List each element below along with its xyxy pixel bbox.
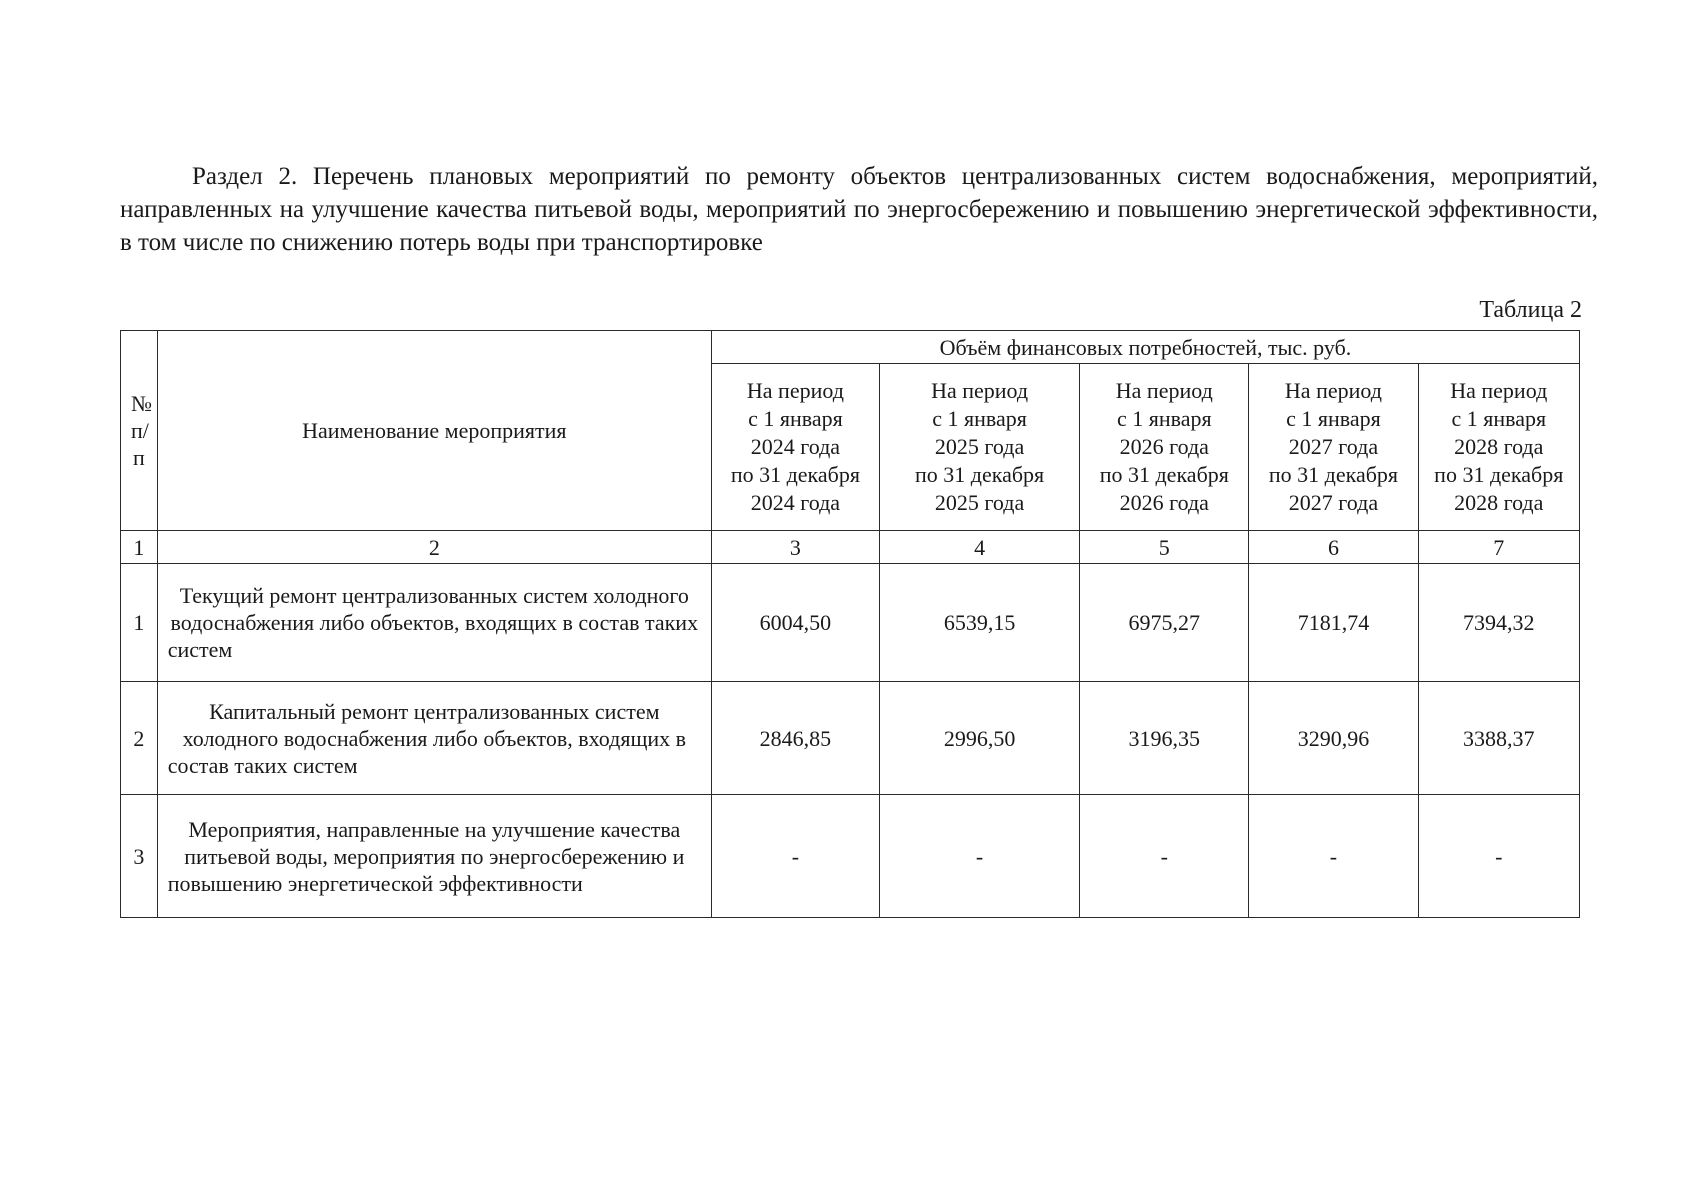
row-value-2025: -	[879, 795, 1079, 918]
row-value-2025: 6539,15	[879, 564, 1079, 682]
row-activity-name: Мероприятия, направленные на улучшение качества питьевой воды, мероприятия по энергосбережению и повышению энергетической эффективности	[157, 795, 711, 918]
table-row	[121, 682, 1580, 795]
header-period-2027	[1249, 364, 1418, 531]
row-number: 1	[121, 564, 158, 682]
period-line: 2027 года	[1288, 490, 1379, 515]
row-value-2024: 2846,85	[711, 682, 879, 795]
row-activity-name: Текущий ремонт централизованных систем холодного водоснабжения либо объектов, входящих в состав таких систем	[157, 564, 711, 682]
column-index-cell: 4	[879, 531, 1079, 564]
header-period-2028	[1418, 364, 1579, 531]
column-index-cell: 5	[1080, 531, 1249, 564]
header-financial-group: Объём финансовых потребностей, тыс. руб.	[711, 331, 1579, 364]
period-line: 2026 года	[1119, 490, 1209, 515]
table-header-row	[121, 331, 1580, 364]
row-value-2027: 7181,74	[1249, 564, 1418, 682]
period-line: по 31 декабря	[1099, 462, 1229, 487]
column-index-row	[121, 531, 1580, 564]
period-line: 2024 года	[750, 434, 841, 459]
row-value-2027: -	[1249, 795, 1418, 918]
column-index-cell: 6	[1249, 531, 1418, 564]
row-value-2027: 3290,96	[1249, 682, 1418, 795]
period-line: На период	[1284, 378, 1382, 403]
period-line: 2028 года	[1454, 490, 1544, 515]
column-index-cell: 2	[157, 531, 711, 564]
period-line: по 31 декабря	[915, 462, 1045, 487]
period-line: На период	[1450, 378, 1548, 403]
header-num: № п/п	[121, 331, 158, 531]
period-line: На период	[931, 378, 1029, 403]
period-line: 2027 года	[1288, 434, 1379, 459]
period-line: по 31 декабря	[730, 462, 860, 487]
section-heading: Раздел 2. Перечень плановых мероприятий по ремонту объектов централизованных систем водоснабжения, мероприятий, направленных на улучшение качества питьевой воды, мероприятий по энергосбережению и повышению энергетической эффективности, в том числе по снижению потерь воды при транспортировке	[120, 163, 1598, 256]
period-line: по 31 декабря	[1434, 462, 1564, 487]
row-value-2026: 6975,27	[1080, 564, 1249, 682]
period-line: 2024 года	[750, 490, 841, 515]
period-line: с 1 января	[1286, 406, 1381, 431]
row-value-2024: -	[711, 795, 879, 918]
row-activity-name: Капитальный ремонт централизованных систем холодного водоснабжения либо объектов, входящих в состав таких систем	[157, 682, 711, 795]
period-line: 2025 года	[934, 434, 1025, 459]
row-number: 3	[121, 795, 158, 918]
column-index-cell: 7	[1418, 531, 1579, 564]
period-line: с 1 января	[932, 406, 1027, 431]
table-row	[121, 564, 1580, 682]
column-index-cell: 3	[711, 531, 879, 564]
row-value-2024: 6004,50	[711, 564, 879, 682]
row-value-2026: -	[1080, 795, 1249, 918]
works-table	[120, 330, 1580, 918]
row-value-2025: 2996,50	[879, 682, 1079, 795]
period-line: На период	[1115, 378, 1213, 403]
period-line: с 1 января	[1451, 406, 1547, 431]
row-number: 2	[121, 682, 158, 795]
period-line: 2025 года	[934, 490, 1025, 515]
row-value-2028: 3388,37	[1418, 682, 1579, 795]
column-index-cell: 1	[121, 531, 158, 564]
period-line: с 1 января	[1116, 406, 1212, 431]
period-line: с 1 января	[748, 406, 843, 431]
header-period-2026	[1080, 364, 1249, 531]
table-label: Таблица 2	[1479, 297, 1582, 323]
period-line: На период	[746, 378, 844, 403]
header-name: Наименование мероприятия	[157, 331, 711, 531]
period-line: 2028 года	[1454, 434, 1544, 459]
row-value-2026: 3196,35	[1080, 682, 1249, 795]
period-line: 2026 года	[1119, 434, 1209, 459]
row-value-2028: 7394,32	[1418, 564, 1579, 682]
row-value-2028: -	[1418, 795, 1579, 918]
period-line: по 31 декабря	[1268, 462, 1399, 487]
table-row	[121, 795, 1580, 918]
header-period-2024	[711, 364, 879, 531]
header-period-2025	[879, 364, 1079, 531]
